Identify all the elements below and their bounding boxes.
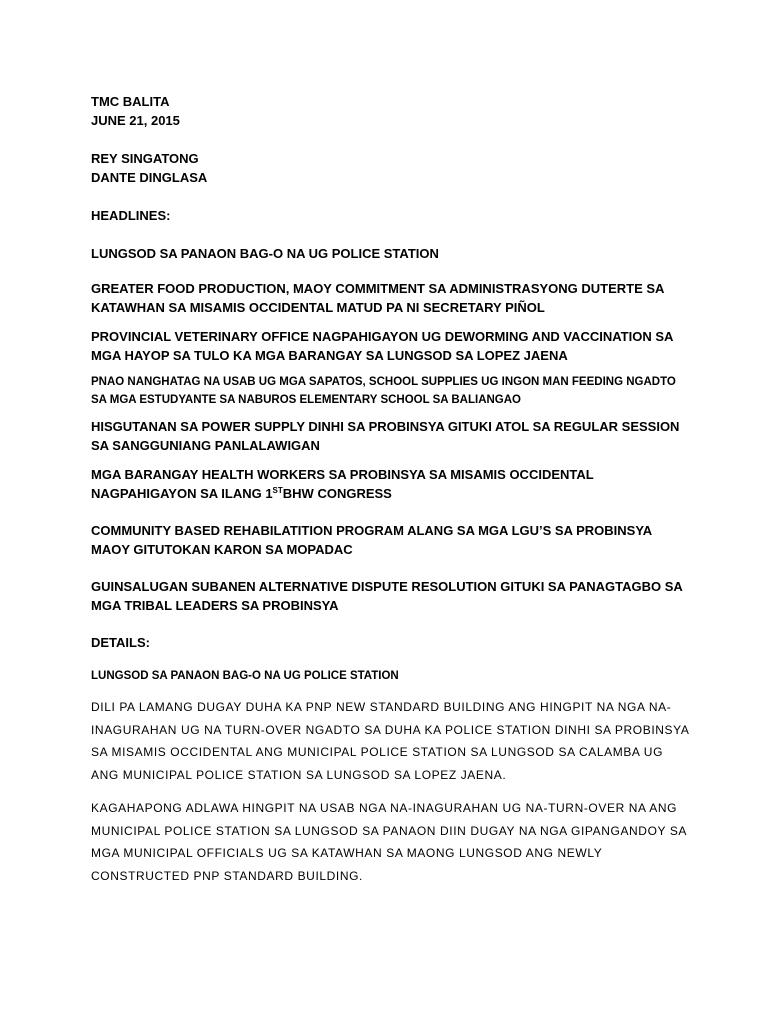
headline-item: GREATER FOOD PRODUCTION, MAOY COMMITMENT SA ADMINISTRASYONG DUTERTE SA KATAWHAN SA MISAMIS OCCIDENTAL MATUD PA NI SECRETARY PIÑOL bbox=[91, 281, 664, 315]
outlet-name: TMC BALITA bbox=[91, 94, 170, 109]
details-paragraph: DILI PA LAMANG DUGAY DUHA KA PNP NEW STANDARD BUILDING ANG HINGPIT NA NGA NA-INAGURAHAN UG NA TURN-OVER NGADTO SA DUHA KA POLICE STATION DINHI SA PROBINSYA SA MISAMIS OCCIDENTAL ANG MUNICIPAL POLICE STATION SA LUNGSOD SA CALAMBA UG ANG MUNICIPAL POLICE STATION SA LUNGSOD SA LOPEZ JAENA. bbox=[91, 700, 689, 782]
headline-item bbox=[91, 465, 691, 503]
headline-item: LUNGSOD SA PANAON BAG-O NA UG POLICE STATION bbox=[91, 246, 439, 261]
headline-item: HISGUTANAN SA POWER SUPPLY DINHI SA PROBINSYA GITUKI ATOL SA REGULAR SESSION SA SANGGUNIANG PANLALAWIGAN bbox=[91, 419, 680, 453]
reporter-name: REY SINGATONG bbox=[91, 151, 199, 166]
headline-text: MGA BARANGAY HEALTH WORKERS SA PROBINSYA SA MISAMIS OCCIDENTAL NAGPAHIGAYON SA ILANG 1 bbox=[91, 467, 594, 501]
headline-item: COMMUNITY BASED REHABILATITION PROGRAM ALANG SA MGA LGU’S SA PROBINSYA MAOY GITUTOKAN KARON SA MOPADAC bbox=[91, 523, 652, 557]
headlines-label: HEADLINES: bbox=[91, 208, 171, 223]
document-date: JUNE 21, 2015 bbox=[91, 113, 180, 128]
headline-item: PROVINCIAL VETERINARY OFFICE NAGPAHIGAYON UG DEWORMING AND VACCINATION SA MGA HAYOP SA TULO KA MGA BARANGAY SA LUNGSOD SA LOPEZ JAENA bbox=[91, 329, 673, 363]
ordinal-suffix: ST bbox=[272, 486, 283, 495]
headline-item: PNAO NANGHATAG NA USAB UG MGA SAPATOS, SCHOOL SUPPLIES UG INGON MAN FEEDING NGADTO SA MGA ESTUDYANTE SA NABUROS ELEMENTARY SCHOOL SA BALIANGAO bbox=[91, 376, 676, 406]
details-subheading: LUNGSOD SA PANAON BAG-O NA UG POLICE STATION bbox=[91, 670, 399, 682]
headline-item: GUINSALUGAN SUBANEN ALTERNATIVE DISPUTE RESOLUTION GITUKI SA PANAGTAGBO SA MGA TRIBAL LEADERS SA PROBINSYA bbox=[91, 579, 683, 613]
details-paragraph: KAGAHAPONG ADLAWA HINGPIT NA USAB NGA NA-INAGURAHAN UG NA-TURN-OVER NA ANG MUNICIPAL POLICE STATION SA LUNGSOD SA PANAON DIIN DUGAY NA NGA GIPANGANDOY SA MGA MUNICIPAL OFFICIALS UG SA KATAWHAN SA MAONG LUNGSOD ANG NEWLY CONSTRUCTED PNP STANDARD BUILDING. bbox=[91, 801, 687, 883]
document-page bbox=[91, 92, 691, 887]
details-label: DETAILS: bbox=[91, 635, 150, 650]
reporter-name: DANTE DINGLASA bbox=[91, 170, 208, 185]
headline-text: BHW CONGRESS bbox=[282, 486, 392, 501]
